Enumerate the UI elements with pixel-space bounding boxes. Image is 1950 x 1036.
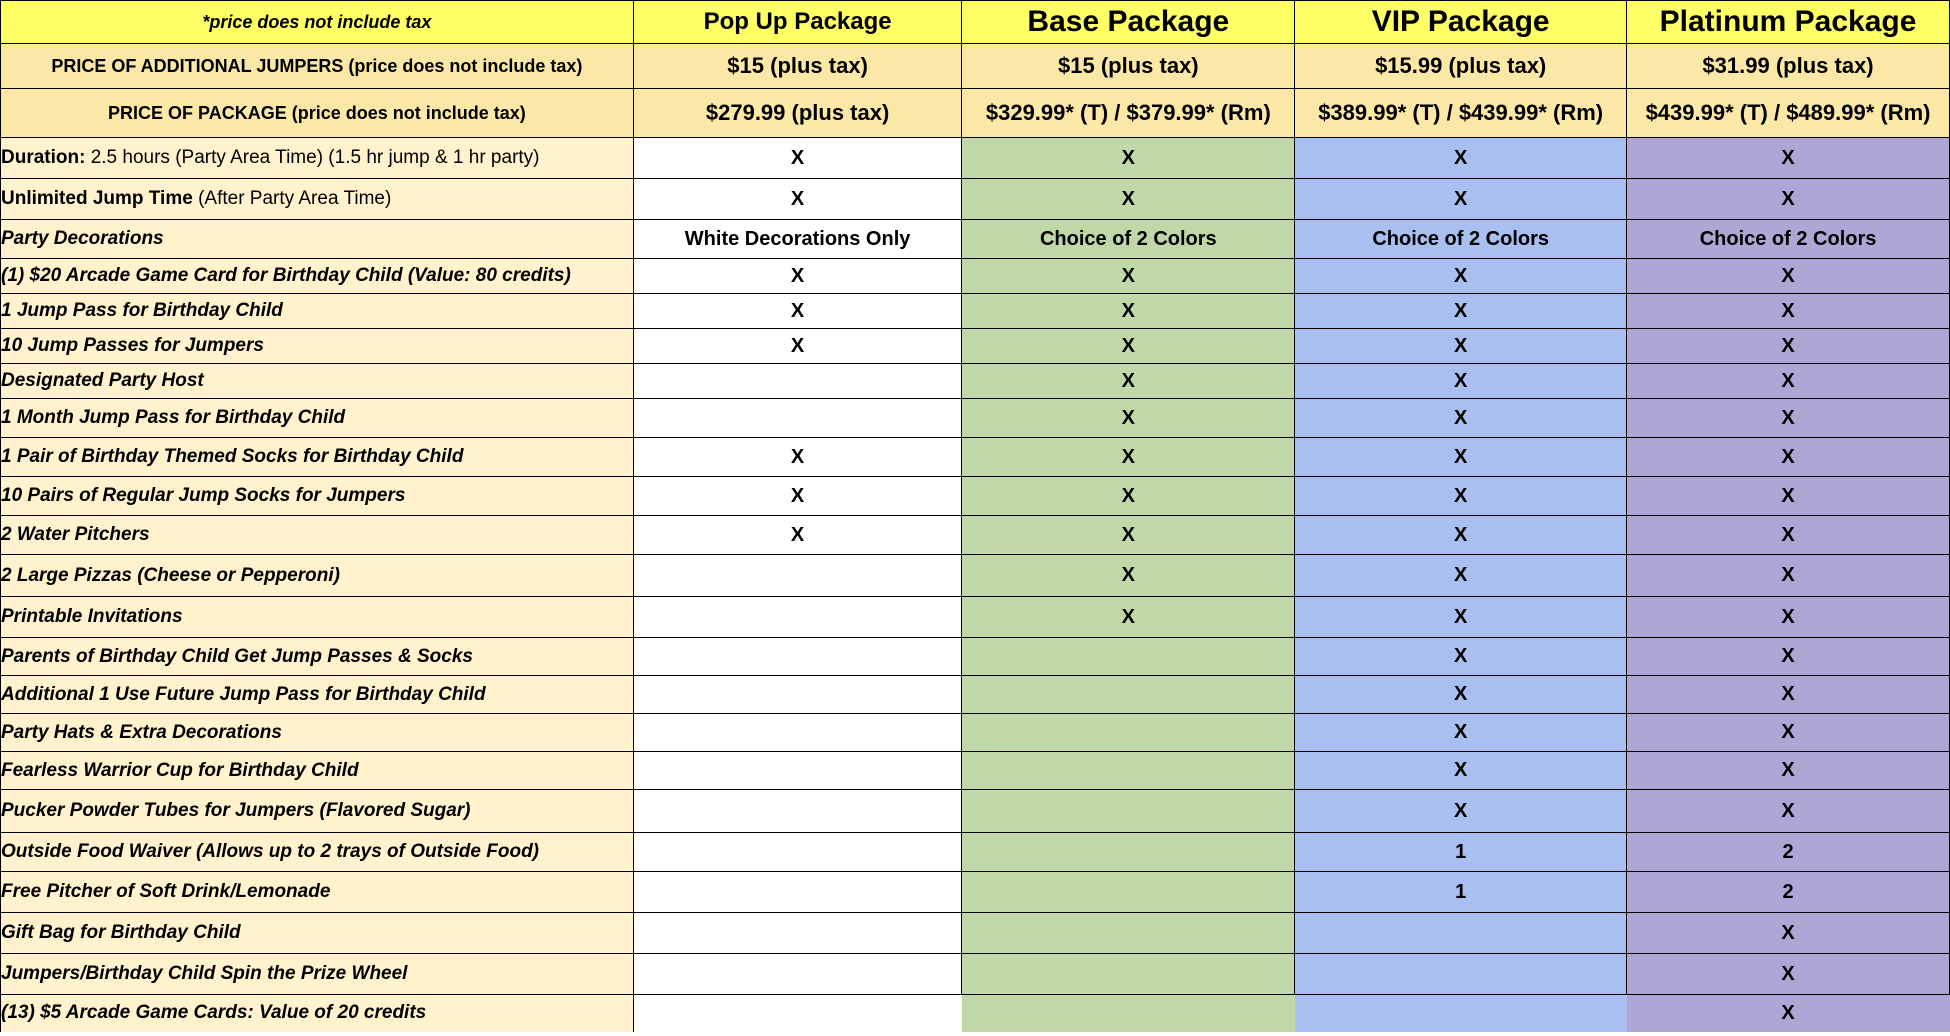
feature-value-cell: X xyxy=(1627,329,1950,364)
feature-row xyxy=(1,220,1950,259)
feature-value-cell: X xyxy=(1295,364,1627,399)
feature-value-cell: X xyxy=(1295,790,1627,833)
feature-value-cell: X xyxy=(1295,714,1627,752)
package-header-pop-up: Pop Up Package xyxy=(633,1,962,44)
feature-row xyxy=(1,638,1950,676)
feature-value-cell xyxy=(962,872,1295,913)
feature-value-cell: X xyxy=(962,555,1295,597)
feature-value-cell: X xyxy=(1295,638,1627,676)
feature-value-cell: X xyxy=(962,179,1295,220)
feature-value-cell: X xyxy=(1627,638,1950,676)
feature-row xyxy=(1,329,1950,364)
feature-value-cell: Choice of 2 Colors xyxy=(1627,220,1950,259)
feature-value-cell: X xyxy=(633,438,962,477)
feature-label-note: 2.5 hours (Party Area Time) (1.5 hr jump & 1 hr party) xyxy=(85,147,540,168)
feature-value-cell: X xyxy=(633,329,962,364)
feature-label xyxy=(1,329,634,364)
feature-value-cell xyxy=(962,954,1295,995)
feature-label xyxy=(1,438,634,477)
feature-value-cell xyxy=(1295,995,1627,1032)
additional-jumpers-price-row xyxy=(1,44,1950,89)
feature-value-cell xyxy=(633,555,962,597)
feature-value-cell: X xyxy=(1295,597,1627,638)
feature-row xyxy=(1,714,1950,752)
feature-value-cell: X xyxy=(1627,995,1950,1032)
feature-value-cell xyxy=(962,676,1295,714)
feature-label-text: Printable Invitations xyxy=(1,606,183,627)
feature-label-text: Designated Party Host xyxy=(1,370,204,391)
feature-value-cell xyxy=(633,995,962,1032)
feature-label-text: (13) $5 Arcade Game Cards: Value of 20 credits xyxy=(1,1002,427,1024)
feature-row xyxy=(1,364,1950,399)
feature-value-cell: X xyxy=(1627,294,1950,329)
feature-value-cell: X xyxy=(1627,752,1950,790)
feature-row xyxy=(1,555,1950,597)
feature-value-cell: 2 xyxy=(1627,833,1950,872)
price-cell: $15 (plus tax) xyxy=(962,44,1295,89)
feature-row xyxy=(1,259,1950,294)
feature-value-cell: 1 xyxy=(1295,872,1627,913)
feature-label xyxy=(1,833,634,872)
feature-value-cell xyxy=(633,752,962,790)
feature-value-cell xyxy=(962,913,1295,954)
feature-label xyxy=(1,872,634,913)
feature-row xyxy=(1,913,1950,954)
feature-value-cell: X xyxy=(633,179,962,220)
price-cell: $439.99* (T) / $489.99* (Rm) xyxy=(1627,89,1950,138)
feature-row xyxy=(1,872,1950,913)
feature-value-cell xyxy=(1295,954,1627,995)
feature-label-text: 10 Pairs of Regular Jump Socks for Jumpers xyxy=(1,485,406,506)
feature-row xyxy=(1,399,1950,438)
feature-value-cell xyxy=(1295,913,1627,954)
feature-value-cell: X xyxy=(1627,790,1950,833)
feature-value-cell xyxy=(633,790,962,833)
feature-label xyxy=(1,364,634,399)
feature-value-cell: X xyxy=(1295,294,1627,329)
feature-value-cell xyxy=(633,872,962,913)
price-cell: $279.99 (plus tax) xyxy=(633,89,962,138)
feature-label xyxy=(1,294,634,329)
feature-label xyxy=(1,597,634,638)
feature-value-cell xyxy=(633,676,962,714)
feature-label-note: (After Party Area Time) xyxy=(192,188,392,209)
feature-value-cell: X xyxy=(1627,913,1950,954)
price-row-label xyxy=(1,44,634,89)
feature-value-cell xyxy=(962,995,1295,1032)
feature-label-text: Pucker Powder Tubes for Jumpers (Flavored Sugar) xyxy=(1,800,471,821)
feature-value-cell: X xyxy=(1295,752,1627,790)
price-row-label-note: (price does not include tax) xyxy=(291,102,526,123)
price-cell: $15 (plus tax) xyxy=(633,44,962,89)
feature-value-cell: X xyxy=(1627,364,1950,399)
feature-value-cell xyxy=(633,833,962,872)
feature-value-cell xyxy=(962,638,1295,676)
price-cell: $15.99 (plus tax) xyxy=(1295,44,1627,89)
price-row-label-note: (price does not include tax) xyxy=(348,55,583,76)
feature-value-cell: X xyxy=(1295,138,1627,179)
feature-value-cell: 2 xyxy=(1627,872,1950,913)
feature-label xyxy=(1,179,634,220)
feature-label xyxy=(1,676,634,714)
feature-value-cell: X xyxy=(1627,597,1950,638)
feature-label-text: 2 Large Pizzas (Cheese or Pepperoni) xyxy=(1,564,340,586)
package-price-row xyxy=(1,89,1950,138)
feature-row xyxy=(1,995,1950,1032)
feature-row xyxy=(1,676,1950,714)
feature-value-cell: X xyxy=(1627,138,1950,179)
feature-label-text: Jumpers/Birthday Child Spin the Prize Wheel xyxy=(1,963,408,984)
feature-label-text: Additional 1 Use Future Jump Pass for Birthday Child xyxy=(1,683,486,705)
feature-value-cell: X xyxy=(1295,438,1627,477)
feature-value-cell: X xyxy=(1627,477,1950,516)
feature-row xyxy=(1,833,1950,872)
feature-value-cell: X xyxy=(962,399,1295,438)
feature-label-text: Fearless Warrior Cup for Birthday Child xyxy=(1,759,359,781)
feature-value-cell: X xyxy=(1295,259,1627,294)
feature-value-cell: X xyxy=(1627,954,1950,995)
feature-value-cell: X xyxy=(962,259,1295,294)
feature-value-cell: X xyxy=(633,477,962,516)
feature-row xyxy=(1,138,1950,179)
feature-label xyxy=(1,516,634,555)
feature-value-cell xyxy=(633,638,962,676)
feature-label-text: Unlimited Jump Time xyxy=(1,188,193,209)
feature-value-cell: X xyxy=(1295,399,1627,438)
feature-label xyxy=(1,399,634,438)
feature-value-cell xyxy=(962,714,1295,752)
feature-value-cell xyxy=(633,364,962,399)
feature-label-text: Free Pitcher of Soft Drink/Lemonade xyxy=(1,881,331,902)
feature-row xyxy=(1,516,1950,555)
feature-value-cell xyxy=(633,597,962,638)
feature-value-cell: X xyxy=(962,477,1295,516)
feature-label xyxy=(1,638,634,676)
feature-label-text: Party Hats & Extra Decorations xyxy=(1,721,282,743)
feature-label xyxy=(1,790,634,833)
price-row-label-text: PRICE OF PACKAGE xyxy=(108,102,287,123)
feature-value-cell: X xyxy=(1627,676,1950,714)
feature-row xyxy=(1,954,1950,995)
feature-value-cell: X xyxy=(1627,179,1950,220)
feature-label-text: 1 Month Jump Pass for Birthday Child xyxy=(1,407,346,428)
price-row-label-text: PRICE OF ADDITIONAL JUMPERS xyxy=(51,55,344,76)
feature-value-cell: X xyxy=(1295,516,1627,555)
feature-label-text: (1) $20 Arcade Game Card for Birthday Child (Value: 80 credits) xyxy=(1,265,571,286)
feature-row xyxy=(1,477,1950,516)
feature-value-cell: Choice of 2 Colors xyxy=(962,220,1295,259)
feature-value-cell xyxy=(962,790,1295,833)
feature-value-cell: X xyxy=(633,294,962,329)
feature-value-cell xyxy=(633,714,962,752)
feature-value-cell: X xyxy=(962,364,1295,399)
package-header-platinum: Platinum Package xyxy=(1627,1,1950,44)
feature-row xyxy=(1,752,1950,790)
feature-value-cell: X xyxy=(1627,259,1950,294)
feature-value-cell: Choice of 2 Colors xyxy=(1295,220,1627,259)
feature-row xyxy=(1,438,1950,477)
feature-label-text: Gift Bag for Birthday Child xyxy=(1,922,241,943)
feature-label xyxy=(1,555,634,597)
price-cell: $389.99* (T) / $439.99* (Rm) xyxy=(1295,89,1627,138)
feature-value-cell: X xyxy=(633,259,962,294)
feature-label-text: 10 Jump Passes for Jumpers xyxy=(1,335,264,356)
feature-value-cell: X xyxy=(633,138,962,179)
feature-value-cell: X xyxy=(1627,516,1950,555)
feature-label-text: Outside Food Waiver (Allows up to 2 trays of Outside Food) xyxy=(1,841,540,862)
feature-row xyxy=(1,790,1950,833)
feature-label-text: 2 Water Pitchers xyxy=(1,524,150,545)
feature-value-cell: X xyxy=(1627,399,1950,438)
feature-label xyxy=(1,477,634,516)
feature-row xyxy=(1,294,1950,329)
feature-value-cell: X xyxy=(1295,555,1627,597)
package-header-vip: VIP Package xyxy=(1295,1,1627,44)
feature-value-cell: X xyxy=(1295,179,1627,220)
feature-value-cell: White Decorations Only xyxy=(633,220,962,259)
feature-value-cell: X xyxy=(1295,329,1627,364)
feature-value-cell: X xyxy=(962,294,1295,329)
feature-label xyxy=(1,913,634,954)
feature-value-cell: X xyxy=(1627,714,1950,752)
feature-value-cell xyxy=(962,833,1295,872)
feature-label-text: 1 Jump Pass for Birthday Child xyxy=(1,300,283,321)
feature-value-cell xyxy=(962,752,1295,790)
feature-value-cell xyxy=(633,913,962,954)
feature-value-cell: X xyxy=(962,516,1295,555)
feature-value-cell xyxy=(633,399,962,438)
feature-value-cell: X xyxy=(962,438,1295,477)
feature-label xyxy=(1,714,634,752)
feature-label-text: Duration: xyxy=(1,147,86,168)
price-cell: $329.99* (T) / $379.99* (Rm) xyxy=(962,89,1295,138)
tax-note: *price does not include tax xyxy=(1,1,634,44)
feature-label-text: 1 Pair of Birthday Themed Socks for Birthday Child xyxy=(1,446,464,467)
feature-value-cell: X xyxy=(962,597,1295,638)
package-header-base: Base Package xyxy=(962,1,1295,44)
feature-value-cell: X xyxy=(1295,477,1627,516)
feature-label xyxy=(1,259,634,294)
feature-value-cell: X xyxy=(962,329,1295,364)
feature-value-cell xyxy=(633,954,962,995)
feature-value-cell: 1 xyxy=(1295,833,1627,872)
feature-row xyxy=(1,179,1950,220)
price-cell: $31.99 (plus tax) xyxy=(1627,44,1950,89)
feature-value-cell: X xyxy=(633,516,962,555)
feature-value-cell: X xyxy=(1627,555,1950,597)
feature-label xyxy=(1,752,634,790)
feature-label-text: Parents of Birthday Child Get Jump Passes & Socks xyxy=(1,645,473,667)
feature-value-cell: X xyxy=(1627,438,1950,477)
price-row-label xyxy=(1,89,634,138)
feature-value-cell: X xyxy=(962,138,1295,179)
feature-row xyxy=(1,597,1950,638)
feature-label xyxy=(1,995,634,1032)
feature-label xyxy=(1,954,634,995)
feature-label-text: Party Decorations xyxy=(1,228,164,249)
feature-label xyxy=(1,138,634,179)
header-row xyxy=(1,1,1950,44)
feature-value-cell: X xyxy=(1295,676,1627,714)
feature-label xyxy=(1,220,634,259)
